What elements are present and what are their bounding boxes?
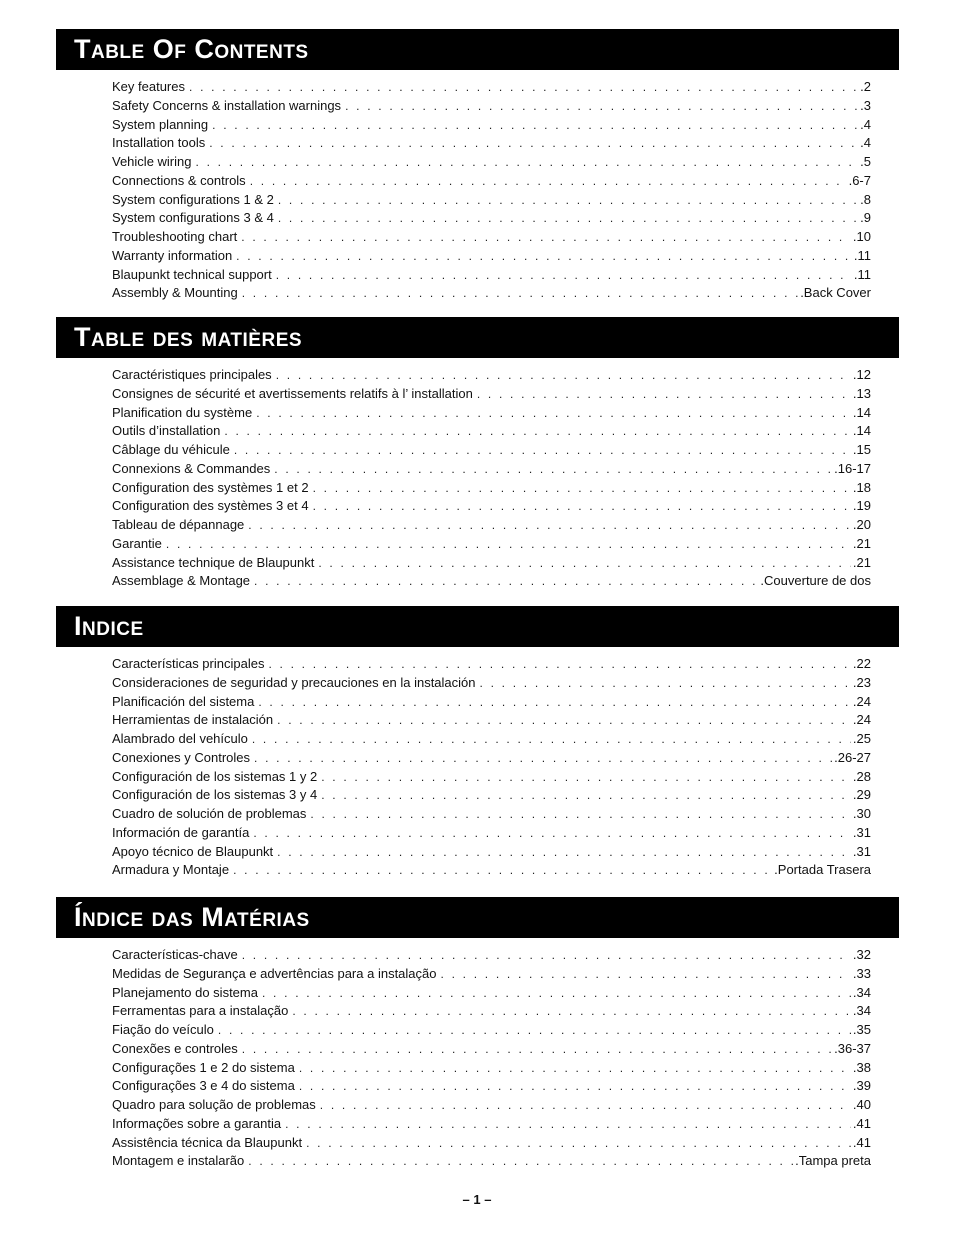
toc-entry[interactable]	[112, 824, 871, 843]
dot-leader	[252, 730, 851, 749]
toc-entry-label: Consideraciones de seguridad y precauciones en la instalación	[112, 674, 476, 690]
dot-leader	[189, 78, 858, 97]
toc-entry-label: Connexions & Commandes	[112, 460, 271, 476]
toc-entry-label: Câblage du véhicule	[112, 442, 230, 457]
toc-entry-page: .34	[852, 1003, 871, 1019]
section-banner	[56, 29, 899, 70]
section-title: Índice das Matérias	[74, 902, 310, 932]
toc-entry-page: .21	[852, 535, 871, 551]
toc-entry[interactable]	[112, 786, 871, 805]
toc-entry[interactable]	[112, 1096, 871, 1115]
toc-entry[interactable]	[112, 805, 871, 824]
toc-entry[interactable]	[112, 441, 871, 460]
dot-leader	[209, 134, 858, 153]
dot-leader	[278, 191, 858, 210]
toc-entry[interactable]	[112, 422, 871, 441]
toc-entry-page: .Back Cover	[800, 285, 871, 301]
section-title: Indice	[74, 611, 144, 641]
toc-entry-page: .34	[852, 984, 871, 1000]
section-banner	[56, 897, 899, 938]
toc-entry-page: .32	[852, 947, 871, 962]
toc-entry-page: .38	[852, 1059, 871, 1075]
toc-entry-label: Configuración de los sistemas 1 y 2	[112, 768, 318, 784]
toc-entry[interactable]	[112, 247, 871, 266]
toc-entry[interactable]	[112, 749, 871, 768]
dot-leader	[254, 572, 758, 591]
toc-entry-page: .11	[853, 247, 871, 263]
toc-entry-label: Troubleshooting chart	[112, 229, 238, 244]
toc-entry-label: Configuration des systèmes 1 et 2	[112, 479, 309, 495]
toc-entry[interactable]	[112, 78, 871, 97]
toc-section-spanish	[56, 606, 899, 880]
section-banner	[56, 606, 899, 647]
toc-entry-label: Características principales	[112, 656, 265, 671]
dot-leader	[320, 1096, 851, 1115]
toc-entry-page: .2	[860, 79, 871, 94]
toc-entry-page: .4	[860, 135, 871, 151]
dot-leader	[285, 1115, 851, 1134]
dot-leader	[268, 655, 850, 674]
toc-entry-label: Outils d’installation	[112, 423, 221, 439]
toc-entry-label: Conexões e controles	[112, 1040, 238, 1056]
dot-leader	[256, 404, 851, 423]
toc-entry-page: .9	[860, 210, 871, 226]
toc-entry[interactable]	[112, 153, 871, 172]
toc-entry-label: Configuration des systèmes 3 et 4	[112, 498, 309, 514]
dot-leader	[313, 497, 851, 516]
dot-leader	[233, 861, 772, 880]
toc-entry-label: Garantie	[112, 535, 162, 551]
toc-entry-page: .11	[853, 266, 871, 282]
toc-entry-page: .10	[852, 229, 871, 244]
toc-entry-page: .4	[860, 116, 871, 132]
dot-leader	[299, 1077, 851, 1096]
toc-entry[interactable]	[112, 730, 871, 749]
toc-entry-label: Planejamento do sistema	[112, 984, 258, 1000]
toc-entry-label: Ferramentas para a instalação	[112, 1003, 289, 1019]
section-banner	[56, 317, 899, 358]
dot-leader	[250, 172, 847, 191]
toc-entry[interactable]	[112, 965, 871, 984]
toc-entry[interactable]	[112, 1059, 871, 1078]
toc-entry[interactable]	[112, 655, 871, 674]
toc-entry-label: Cuadro de solución de problemas	[112, 806, 307, 821]
toc-entry-page: .33	[852, 965, 871, 981]
toc-entry-label: Blaupunkt technical support	[112, 266, 272, 282]
toc-entry-page: .41	[852, 1134, 871, 1150]
dot-leader	[242, 946, 851, 965]
toc-entry-page: .39	[852, 1078, 871, 1094]
dot-leader	[196, 153, 859, 172]
dot-leader	[242, 284, 798, 303]
toc-entry-label: Planificación del sistema	[112, 693, 255, 709]
toc-entry[interactable]	[112, 460, 871, 479]
toc-section-french	[56, 317, 899, 591]
dot-leader	[241, 228, 851, 247]
toc-entry[interactable]	[112, 191, 871, 210]
dot-leader	[313, 479, 851, 498]
dot-leader	[306, 1134, 851, 1153]
toc-entry-label: Planification du système	[112, 404, 253, 420]
dot-leader	[224, 422, 851, 441]
toc-list	[112, 946, 871, 1171]
toc-entry[interactable]	[112, 134, 871, 153]
toc-entry-page: .12	[852, 367, 871, 382]
toc-entry[interactable]	[112, 572, 871, 591]
dot-leader	[321, 768, 851, 787]
dot-leader	[218, 1021, 851, 1040]
toc-entry-page: .26-27	[834, 749, 871, 765]
toc-entry-page: .30	[852, 806, 871, 821]
toc-entry-label: Características-chave	[112, 947, 238, 962]
toc-entry-page: .29	[852, 787, 871, 803]
toc-list	[112, 78, 871, 303]
toc-entry[interactable]	[112, 284, 871, 303]
toc-entry-label: Apoyo técnico de Blaupunkt	[112, 843, 274, 859]
toc-entry-page: .41	[852, 1115, 871, 1131]
toc-entry[interactable]	[112, 479, 871, 498]
toc-entry-label: Configuración de los sistemas 3 y 4	[112, 787, 318, 803]
toc-entry-page: .31	[852, 843, 871, 859]
toc-entry[interactable]	[112, 97, 871, 116]
toc-entry-label: Tableau de dépannage	[112, 517, 245, 532]
toc-entry-label: Assistência técnica da Blaupunkt	[112, 1134, 303, 1150]
toc-entry-page: .24	[852, 712, 871, 728]
toc-entry[interactable]	[112, 1152, 871, 1171]
toc-entry[interactable]	[112, 674, 871, 693]
dot-leader	[253, 824, 851, 843]
dot-leader	[318, 554, 851, 573]
toc-entry-label: Quadro para solução de problemas	[112, 1097, 316, 1112]
toc-entry-page: .13	[852, 385, 871, 401]
toc-entry-page: .14	[852, 404, 871, 420]
toc-entry-label: Montagem e instalarão	[112, 1153, 245, 1169]
toc-entry-page: .31	[852, 824, 871, 840]
toc-entry-label: Assistance technique de Blaupunkt	[112, 554, 315, 570]
toc-entry-page: .25	[852, 731, 871, 746]
dot-leader	[480, 674, 851, 693]
toc-entry[interactable]	[112, 1021, 871, 1040]
toc-entry[interactable]	[112, 535, 871, 554]
dot-leader	[276, 266, 852, 285]
toc-entry-page: .21	[852, 554, 871, 570]
dot-leader	[248, 1152, 793, 1171]
toc-entry[interactable]	[112, 946, 871, 965]
toc-entry-label: System configurations 3 & 4	[112, 210, 274, 226]
toc-entry-page: .22	[852, 656, 871, 671]
dot-leader	[277, 711, 851, 730]
section-title: Table Of Contents	[74, 34, 309, 64]
toc-entry[interactable]	[112, 1002, 871, 1021]
toc-entry-page: .Portada Trasera	[774, 862, 871, 878]
dot-leader	[248, 516, 851, 535]
dot-leader	[242, 1040, 832, 1059]
dot-leader	[345, 97, 858, 116]
dot-leader	[274, 460, 832, 479]
toc-section-english	[56, 29, 899, 303]
toc-entry-page: .3	[860, 97, 871, 113]
toc-entry-label: Connections & controls	[112, 172, 246, 188]
toc-entry-label: System planning	[112, 116, 209, 132]
dot-leader	[212, 116, 858, 135]
dot-leader	[477, 385, 851, 404]
toc-entry-label: Configurações 1 e 2 do sistema	[112, 1059, 295, 1075]
section-title: Table des matières	[74, 322, 303, 352]
toc-entry-label: Installation tools	[112, 135, 206, 151]
toc-entry-label: Herramientas de instalación	[112, 712, 274, 728]
toc-entry-page: .Couverture de dos	[760, 573, 871, 589]
toc-entry-page: .20	[852, 517, 871, 532]
toc-entry-label: Informações sobre a garantia	[112, 1115, 282, 1131]
dot-leader	[166, 535, 851, 554]
toc-entry-page: .19	[852, 498, 871, 514]
dot-leader	[321, 786, 851, 805]
dot-leader	[258, 693, 851, 712]
toc-entry-label: Información de garantía	[112, 824, 250, 840]
toc-entry-label: Assemblage & Montage	[112, 573, 251, 589]
toc-entry-page: .14	[852, 423, 871, 439]
dot-leader	[262, 984, 851, 1003]
toc-entry-label: System configurations 1 & 2	[112, 191, 274, 207]
toc-entry[interactable]	[112, 1134, 871, 1153]
toc-entry-label: Configurações 3 e 4 do sistema	[112, 1078, 295, 1094]
dot-leader	[310, 805, 851, 824]
toc-entry[interactable]	[112, 843, 871, 862]
dot-leader	[236, 247, 852, 266]
toc-entry-page: .35	[852, 1022, 871, 1037]
toc-entry[interactable]	[112, 516, 871, 535]
toc-entry-page: .28	[852, 768, 871, 784]
toc-entry[interactable]	[112, 693, 871, 712]
toc-entry-page: .16-17	[834, 460, 871, 476]
dot-leader	[292, 1002, 851, 1021]
dot-leader	[254, 749, 832, 768]
toc-entry-label: Consignes de sécurité et avertissements relatifs à l’ installation	[112, 385, 473, 401]
toc-entry[interactable]	[112, 266, 871, 285]
toc-entry[interactable]	[112, 228, 871, 247]
toc-entry-page: .Tampa preta	[795, 1153, 871, 1169]
toc-entry[interactable]	[112, 172, 871, 191]
toc-entry-label: Alambrado del vehículo	[112, 731, 248, 746]
toc-entry-page: .23	[852, 674, 871, 690]
toc-entry-page: .5	[860, 154, 871, 169]
toc-entry[interactable]	[112, 768, 871, 787]
dot-leader	[299, 1059, 851, 1078]
toc-entry[interactable]	[112, 1115, 871, 1134]
toc-entry-page: .6-7	[848, 172, 871, 188]
toc-entry[interactable]	[112, 861, 871, 880]
toc-entry-page: .36-37	[834, 1040, 871, 1056]
dot-leader	[441, 965, 851, 984]
dot-leader	[277, 843, 851, 862]
toc-list	[112, 366, 871, 591]
toc-section-portuguese	[56, 897, 899, 1171]
toc-entry[interactable]	[112, 366, 871, 385]
toc-entry-label: Fiação do veículo	[112, 1022, 214, 1037]
toc-entry-label: Key features	[112, 79, 185, 94]
toc-entry[interactable]	[112, 1040, 871, 1059]
toc-entry-label: Caractéristiques principales	[112, 367, 272, 382]
toc-entry[interactable]	[112, 385, 871, 404]
dot-leader	[276, 366, 851, 385]
toc-entry-label: Vehicle wiring	[112, 154, 192, 169]
toc-entry[interactable]	[112, 554, 871, 573]
toc-entry-page: .40	[852, 1097, 871, 1112]
toc-entry[interactable]	[112, 209, 871, 228]
toc-entry-label: Safety Concerns & installation warnings	[112, 97, 342, 113]
toc-entry-label: Conexiones y Controles	[112, 749, 251, 765]
dot-leader	[234, 441, 851, 460]
toc-entry[interactable]	[112, 116, 871, 135]
toc-entry[interactable]	[112, 1077, 871, 1096]
toc-entry-page: .24	[852, 693, 871, 709]
toc-entry-page: .18	[852, 479, 871, 495]
toc-entry-label: Armadura y Montaje	[112, 862, 230, 878]
toc-entry-label: Medidas de Segurança e advertências para a instalação	[112, 965, 437, 981]
toc-entry-page: .8	[860, 191, 871, 207]
toc-list	[112, 655, 871, 880]
toc-entry[interactable]	[112, 497, 871, 516]
toc-entry[interactable]	[112, 984, 871, 1003]
dot-leader	[278, 209, 858, 228]
toc-entry[interactable]	[112, 404, 871, 423]
toc-entry-label: Warranty information	[112, 247, 233, 263]
toc-entry-label: Assembly & Mounting	[112, 285, 238, 301]
toc-entry-page: .15	[852, 442, 871, 457]
page-number: – 1 –	[462, 1192, 492, 1207]
toc-entry[interactable]	[112, 711, 871, 730]
